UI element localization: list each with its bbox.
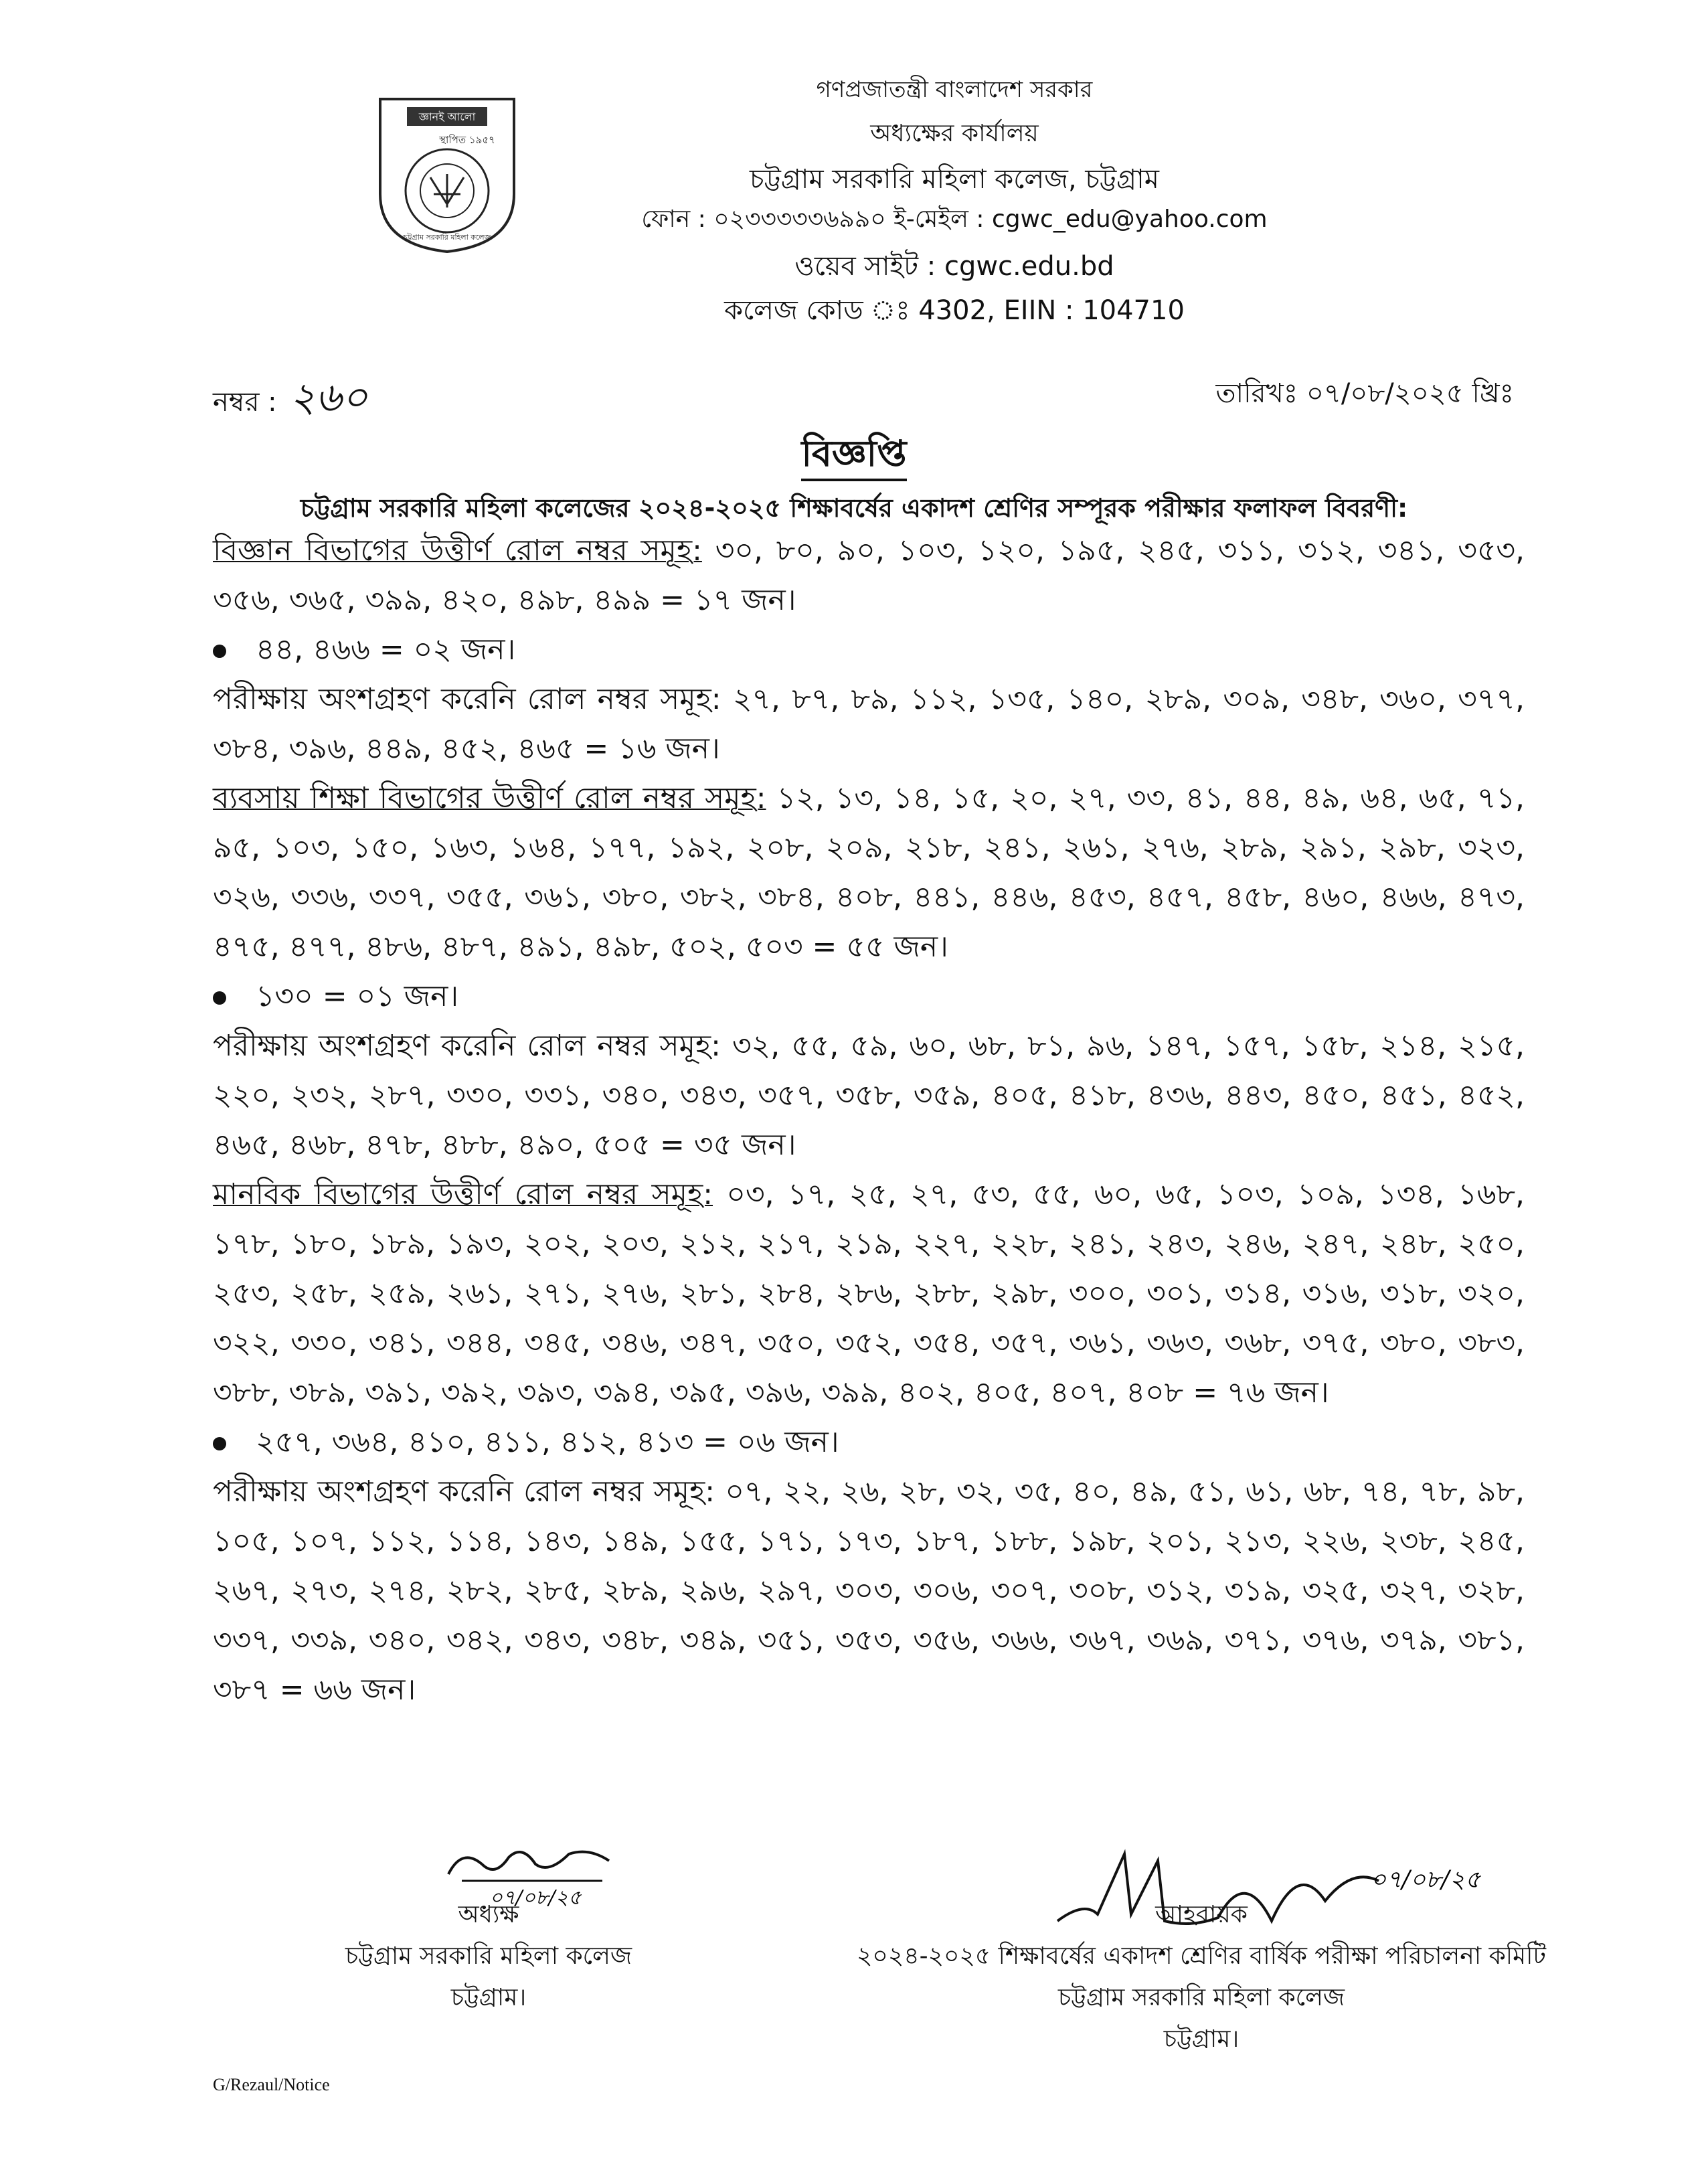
principal-city: চট্টগ্রাম। <box>450 1984 527 2011</box>
science-passed-list: ৩০, ৮০, ৯০, ১০৩, ১২০, ১৯৫, ২৪৫, ৩১১, ৩১২, ৩৪১, ৩৫৩, ৩৫৬, ৩৬৫, ৩৯৯, ৪২০, ৪৯৮, ৪৯৯ = ১৭ জন। <box>213 533 1525 617</box>
science-passed-title: বিজ্ঞান বিভাগের উত্তীর্ণ রোল নম্বর সমূহ: <box>213 533 702 568</box>
science-absent-title: পরীক্ষায় অংশগ্রহণ করেনি রোল নম্বর সমূহ: <box>213 682 721 716</box>
science-passed <box>213 526 1525 625</box>
science-absent <box>213 675 1525 774</box>
notice-body <box>213 526 1525 1715</box>
bullet-icon <box>213 991 226 1005</box>
convener-title: আহবায়ক <box>1155 1901 1248 1928</box>
logo-year: স্থাপিত ১৯৫৭ <box>439 134 495 146</box>
college-name: চট্টগ্রাম সরকারি মহিলা কলেজ, চট্টগ্রাম <box>750 164 1159 195</box>
principal-sign-date: ০৭/০৮/২৫ <box>489 1886 582 1910</box>
business-absent-list: ৩২, ৫৫, ৫৯, ৬০, ৬৮, ৮১, ৯৬, ১৪৭, ১৫৭, ১৫৮, ২১৪, ২১৫, ২২০, ২৩২, ২৮৭, ৩৩০, ৩৩১, ৩৪০, ৩৪৩, ৩৫৭, ৩৫৮, ৩৫৯, ৪০৫, ৪১৮, ৪৩৬, ৪৪৩, ৪৫০, ৪৫১, ৪৫২, ৪৬৫, ৪৬৮, ৪৭৮, ৪৮৮, ৪৯০, ৫০৫ = ৩৫ জন। <box>213 1029 1525 1162</box>
humanities-passed-title: মানবিক বিভাগের উত্তীর্ণ রোল নম্বর সমূহ: <box>213 1177 713 1211</box>
humanities-passed <box>213 1170 1525 1418</box>
bullet-icon <box>213 1437 226 1450</box>
notice-date: তারিখঃ ০৭/০৮/২০২৫ খ্রিঃ <box>1215 378 1514 409</box>
business-absent-title: পরীক্ষায় অংশগ্রহণ করেনি রোল নম্বর সমূহ: <box>213 1029 721 1063</box>
contact-info: ফোন : ০২৩৩৩৩৩৬৯৯০ ই-মেইল : cgwc_edu@yahoo.com <box>641 205 1268 233</box>
business-passed-list: ১২, ১৩, ১৪, ১৫, ২০, ২৭, ৩৩, ৪১, ৪৪, ৪৯, ৬৪, ৬৫, ৭১, ৯৫, ১০৩, ১৫০, ১৬৩, ১৬৪, ১৭৭, ১৯২, ২০৮, ২০৯, ২১৮, ২৪১, ২৬১, ২৭৬, ২৮৯, ২৯১, ২৯৮, ৩২৩, ৩২৬, ৩৩৬, ৩৩৭, ৩৫৫, ৩৬১, ৩৮০, ৩৮২, ৩৮৪, ৪০৮, ৪৪১, ৪৪৬, ৪৫৩, ৪৫৭, ৪৫৮, ৪৬০, ৪৬৬, ৪৭৩, ৪৭৫, ৪৭৭, ৪৮৬, ৪৮৭, ৪৯১, ৪৯৮, ৫০২, ৫০৩ = ৫৫ জন। <box>213 781 1525 964</box>
logo-motto: জ্ঞানই আলো <box>418 110 476 123</box>
convener-committee: ২০২৪-২০২৫ শিক্ষাবর্ষের একাদশ শ্রেণির বার্ষিক পরীক্ষা পরিচালনা কমিটি <box>857 1942 1546 1970</box>
convener-org: চট্টগ্রাম সরকারি মহিলা কলেজ <box>1057 1984 1345 2011</box>
science-absent-list: ২৭, ৮৭, ৮৯, ১১২, ১৩৫, ১৪০, ২৮৯, ৩০৯, ৩৪৮, ৩৬০, ৩৭৭, ৩৮৪, ৩৯৬, ৪৪৯, ৪৫২, ৪৬৫ = ১৬ জন। <box>213 682 1525 766</box>
humanities-bullet: ২৫৭, ৩৬৪, ৪১০, ৪১১, ৪১২, ৪১৩ = ০৬ জন। <box>213 1418 1525 1467</box>
humanities-absent-list: ০৭, ২২, ২৬, ২৮, ৩২, ৩৫, ৪০, ৪৯, ৫১, ৬১, ৬৮, ৭৪, ৭৮, ৯৮, ১০৫, ১০৭, ১১২, ১১৪, ১৪৩, ১৪৯, ১৫৫, ১৭১, ১৭৩, ১৮৭, ১৮৮, ১৯৮, ২০১, ২১৩, ২২৬, ২৩৮, ২৪৫, ২৬৭, ২৭৩, ২৭৪, ২৮২, ২৮৫, ২৮৯, ২৯৬, ২৯৭, ৩০৩, ৩০৬, ৩০৭, ৩০৮, ৩১২, ৩১৯, ৩২৫, ৩২৭, ৩২৮, ৩৩৭, ৩৩৯, ৩৪০, ৩৪২, ৩৪৩, ৩৪৮, ৩৪৯, ৩৫১, ৩৫৩, ৩৫৬, ৩৬৬, ৩৬৭, ৩৬৯, ৩৭১, ৩৭৬, ৩৭৯, ৩৮১, ৩৮৭ = ৬৬ জন। <box>213 1475 1525 1707</box>
business-passed <box>213 774 1525 972</box>
government-title: গণপ্রজাতন্ত্রী বাংলাদেশ সরকার <box>816 76 1093 103</box>
notice-title: বিজ্ঞপ্তি <box>0 426 1708 486</box>
convener-city: চট্টগ্রাম। <box>1163 2025 1240 2053</box>
humanities-absent-title: পরীক্ষায় অংশগ্রহণ করেনি রোল নম্বর সমূহ: <box>213 1475 715 1509</box>
office-title: অধ্যক্ষের কার্যালয় <box>870 120 1039 147</box>
college-codes: কলেজ কোড ঃ 4302, EIIN : 104710 <box>724 295 1185 326</box>
footer-reference: G/Rezaul/Notice <box>213 2075 330 2094</box>
business-passed-title: ব্যবসায় শিক্ষা বিভাগের উত্তীর্ণ রোল নম্বর সমূহ: <box>213 781 766 815</box>
memo-label: নম্বর : <box>213 387 277 418</box>
humanities-passed-list: ০৩, ১৭, ২৫, ২৭, ৫৩, ৫৫, ৬০, ৬৫, ১০৩, ১০৯, ১৩৪, ১৬৮, ১৭৮, ১৮০, ১৮৯, ১৯৩, ২০২, ২০৩, ২১২, ২১৭, ২১৯, ২২৭, ২২৮, ২৪১, ২৪৩, ২৪৬, ২৪৭, ২৪৮, ২৫০, ২৫৩, ২৫৮, ২৫৯, ২৬১, ২৭১, ২৭৬, ২৮১, ২৮৪, ২৮৬, ২৮৮, ২৯৮, ৩০০, ৩০১, ৩১৪, ৩১৬, ৩১৮, ৩২০, ৩২২, ৩৩০, ৩৪১, ৩৪৪, ৩৪৫, ৩৪৬, ৩৪৭, ৩৫০, ৩৫২, ৩৫৪, ৩৫৭, ৩৬১, ৩৬৩, ৩৬৮, ৩৭৫, ৩৮০, ৩৮৩, ৩৮৮, ৩৮৯, ৩৯১, ৩৯২, ৩৯৩, ৩৯৪, ৩৯৫, ৩৯৬, ৩৯৯, ৪০২, ৪০৫, ৪০৭, ৪০৮ = ৭৬ জন। <box>213 1177 1525 1410</box>
logo-ring-text: চট্টগ্রাম সরকারি মহিলা কলেজ <box>403 233 491 242</box>
notice-subject: চট্টগ্রাম সরকারি মহিলা কলেজের ২০২৪-২০২৫ শিক্ষাবর্ষের একাদশ শ্রেণির সম্পূরক পরীক্ষার ফলাফল বিবরণী: <box>300 493 1408 523</box>
science-bullet: ৪৪, ৪৬৬ = ০২ জন। <box>213 625 1525 675</box>
memo-handwritten-number: ২৬০ <box>289 374 368 421</box>
business-absent <box>213 1021 1525 1170</box>
principal-signature-block <box>315 1894 663 2019</box>
bullet-icon <box>213 645 226 658</box>
business-bullet: ১৩০ = ০১ জন। <box>213 972 1525 1021</box>
website-info: ওয়েব সাইট : cgwc.edu.bd <box>794 251 1114 282</box>
humanities-absent <box>213 1467 1525 1715</box>
memo-number <box>213 367 367 434</box>
principal-title: অধ্যক্ষ <box>458 1901 519 1928</box>
convener-signature-block <box>790 1894 1613 2060</box>
convener-sign-date: ০৭/০৮/২৫ <box>1370 1866 1481 1894</box>
principal-org: চট্টগ্রাম সরকারি মহিলা কলেজ <box>345 1942 632 1970</box>
